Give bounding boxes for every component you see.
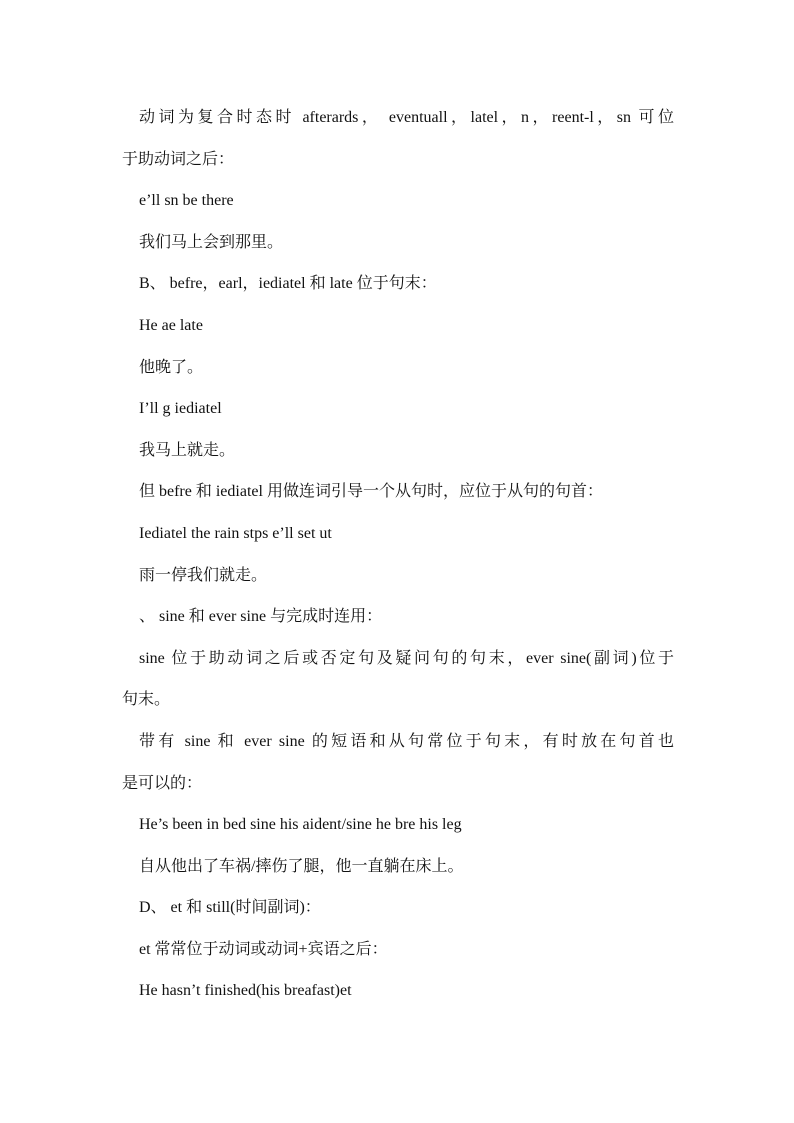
text-line: 句末。 — [122, 691, 171, 709]
text-line: Iediatel the rain stps e’ll set ut — [139, 524, 332, 542]
paragraph — [0, 305, 794, 347]
paragraph — [0, 846, 794, 888]
paragraph — [0, 804, 794, 846]
paragraph — [0, 222, 794, 264]
paragraph — [0, 180, 794, 222]
text-line: 带有 sine 和 ever sine 的短语和从句常位于句末，有时放在句首也 — [139, 732, 674, 750]
paragraph — [0, 430, 794, 472]
text-line: He hasn’t finished(his breafast)et — [139, 982, 352, 1000]
paragraph — [0, 555, 794, 597]
paragraph — [0, 970, 794, 1012]
text-line: 雨一停我们就走。 — [139, 566, 268, 584]
text-line: e’ll sn be there — [139, 192, 234, 210]
text-line: 我马上就走。 — [139, 441, 236, 459]
text-line: He ae late — [139, 316, 203, 334]
text-line: I’ll g iediatel — [139, 400, 222, 418]
text-line: 动词为复合时态时 afterards， eventuall，latel，n，reent-l，sn 可位 — [139, 109, 674, 126]
paragraph — [0, 97, 794, 180]
text-line: et 常常位于动词或动词+宾语之后： — [139, 940, 388, 958]
paragraph — [0, 347, 794, 389]
text-line: 、 sine 和 ever sine 与完成时连用： — [139, 608, 383, 626]
paragraph — [0, 638, 794, 721]
paragraph — [0, 263, 794, 305]
text-line: D、 et 和 still(时间副词)： — [139, 899, 321, 917]
text-line: 是可以的： — [122, 774, 203, 792]
paragraph — [0, 721, 794, 804]
document-page — [0, 97, 794, 1012]
paragraph — [0, 929, 794, 971]
text-line: 我们马上会到那里。 — [139, 233, 284, 251]
paragraph — [0, 388, 794, 430]
paragraph — [0, 596, 794, 638]
text-line: 但 befre 和 iediatel 用做连词引导一个从句时，应位于从句的句首： — [139, 483, 603, 501]
paragraph — [0, 471, 794, 513]
text-line: 自从他出了车祸/摔伤了腿，他一直躺在床上。 — [139, 857, 464, 875]
text-line: B、 befre，earl，iediatel 和 late 位于句末： — [139, 275, 437, 293]
text-line: 于助动词之后： — [122, 150, 235, 168]
text-line: sine 位于助动词之后或否定句及疑问句的句末，ever sine(副词)位于 — [139, 649, 674, 667]
paragraph — [0, 513, 794, 555]
paragraph — [0, 887, 794, 929]
text-line: He’s been in bed sine his aident/sine he bre his leg — [139, 816, 462, 834]
text-line: 他晚了。 — [139, 358, 204, 376]
